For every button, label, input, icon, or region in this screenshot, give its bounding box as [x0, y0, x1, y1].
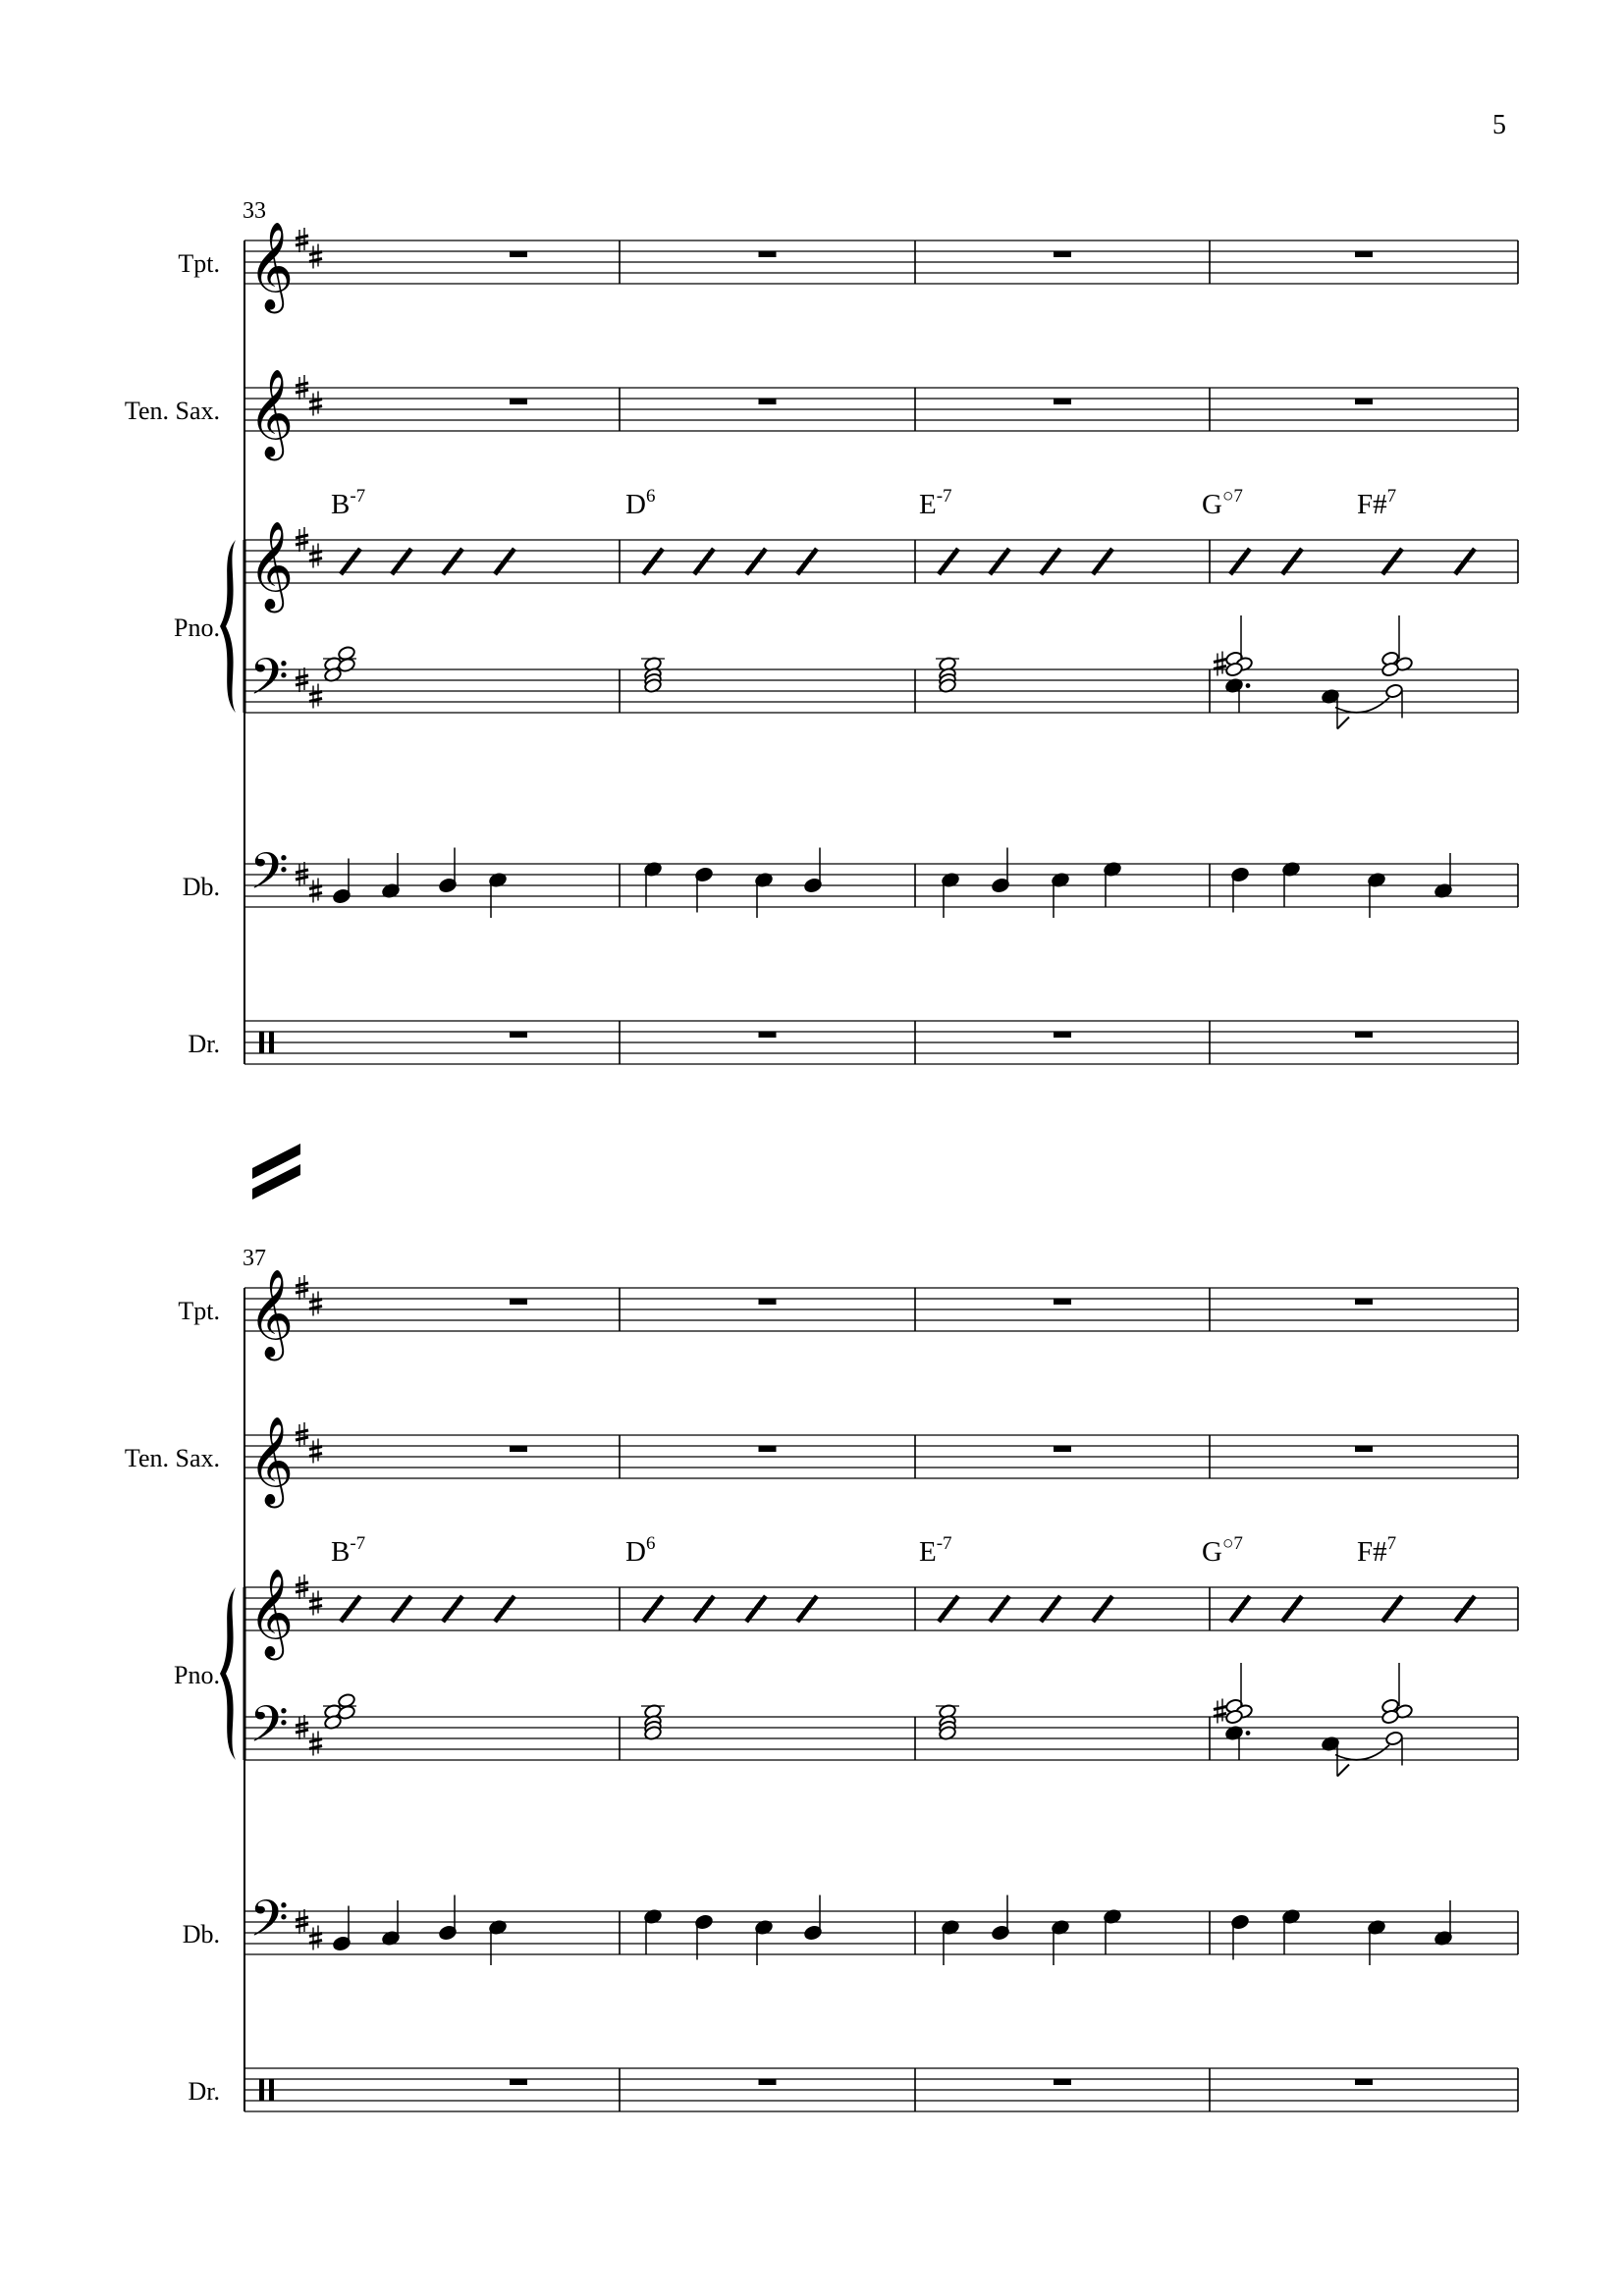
piano-left-staff: [244, 647, 1518, 719]
whole-rest-icon: [1355, 251, 1373, 257]
instrument-label: Db.: [182, 1920, 220, 1949]
percussion-clef-icon: [259, 2079, 264, 2101]
whole-rest-icon: [1054, 1032, 1071, 1038]
piano-left-hand-voicings: [323, 615, 1413, 729]
chord-symbol: $G^{○7}$: [1202, 486, 1243, 520]
instrument-label: Dr.: [188, 1030, 220, 1058]
instrument-label: Dr.: [188, 2077, 220, 2106]
tenor-sax-staff: [244, 369, 1518, 461]
chord-symbol: $B^{-7}$: [331, 1533, 366, 1568]
tenor-sax-staff: [244, 1416, 1518, 1509]
flag-icon: [1337, 718, 1349, 729]
dot: [1246, 683, 1251, 688]
treble-clef-icon: 𝄞: [248, 521, 295, 610]
whole-rest-icon: [510, 2079, 527, 2085]
trumpet-staff: [244, 222, 1518, 314]
treble-clef-icon: 𝄞: [248, 369, 295, 457]
measure-number: 37: [243, 1246, 266, 1271]
chord-symbol: $G^{○7}$: [1202, 1533, 1243, 1568]
system: [125, 1246, 1518, 2111]
whole-rest-icon: [1355, 1299, 1373, 1305]
flag-icon: [1337, 1765, 1349, 1777]
notehead: [1385, 1731, 1404, 1746]
bass-clef-icon: 𝄢: [249, 1889, 289, 1960]
double-bass-staff: [244, 841, 1518, 913]
measure-number: 33: [243, 198, 266, 224]
piano-right-staff: [244, 521, 1518, 614]
instrument-label: Ten. Sax.: [124, 1444, 220, 1472]
treble-clef-icon: 𝄞: [248, 1569, 295, 1657]
sharp-icon: [309, 392, 322, 416]
whole-rest-icon: [1355, 1446, 1373, 1452]
sharp-icon: [309, 1926, 322, 1950]
sharp-icon: [1214, 652, 1226, 676]
sharp-icon: [1214, 1699, 1226, 1724]
whole-rest-icon: [510, 1446, 527, 1452]
instrument-label: Ten. Sax.: [124, 397, 220, 425]
whole-rest-icon: [759, 1446, 777, 1452]
double-bass-staff: [244, 1889, 1518, 1960]
treble-clef-icon: 𝄞: [248, 1269, 295, 1358]
whole-rest-icon: [1054, 2079, 1071, 2085]
sharp-icon: [309, 1439, 322, 1464]
treble-clef-icon: 𝄞: [248, 222, 295, 310]
chord-symbol: $B^{-7}$: [331, 486, 366, 520]
page-number: 5: [1492, 110, 1506, 140]
whole-rest-icon: [1355, 399, 1373, 404]
chord-symbol: $D^6$: [625, 486, 656, 520]
whole-rest-icon: [759, 1032, 777, 1038]
piano-left-hand-voicings: [323, 1663, 1413, 1777]
notehead: [1385, 683, 1404, 699]
dot: [1246, 1731, 1251, 1735]
tie: [1335, 1745, 1389, 1760]
instrument-label: Tpt.: [178, 1297, 220, 1325]
whole-rest-icon: [759, 399, 777, 404]
whole-rest-icon: [759, 1299, 777, 1305]
sharp-icon: [309, 1732, 322, 1756]
sharp-icon: [309, 1591, 322, 1616]
percussion-clef-icon: [269, 2079, 274, 2101]
percussion-clef-icon: [269, 1032, 274, 1053]
whole-rest-icon: [1054, 1446, 1071, 1452]
piano-brace-icon: [220, 1587, 236, 1760]
whole-rest-icon: [759, 2079, 777, 2085]
instrument-label: Db.: [182, 873, 220, 901]
instrument-label: Tpt.: [178, 249, 220, 278]
piano-right-staff: [244, 1569, 1518, 1661]
bass-clef-icon: 𝄢: [249, 1694, 289, 1766]
piano-left-staff: [244, 1694, 1518, 1766]
sharp-icon: [309, 684, 322, 709]
whole-rest-icon: [510, 251, 527, 257]
whole-rest-icon: [510, 1032, 527, 1038]
instrument-label: Pno.: [174, 614, 220, 642]
instrument-label: Pno.: [174, 1661, 220, 1689]
whole-rest-icon: [1355, 1032, 1373, 1038]
whole-rest-icon: [510, 1299, 527, 1305]
bass-clef-icon: 𝄢: [249, 647, 289, 719]
chord-symbol: F#$^7$: [1357, 1533, 1397, 1568]
whole-rest-icon: [510, 399, 527, 404]
whole-rest-icon: [1054, 1299, 1071, 1305]
chord-symbol: F#$^7$: [1357, 486, 1397, 520]
system: [125, 198, 1518, 1064]
whole-rest-icon: [1355, 2079, 1373, 2085]
tie: [1335, 698, 1389, 713]
sharp-icon: [309, 244, 322, 269]
sharp-icon: [309, 879, 322, 903]
chord-symbol: $E^{-7}$: [919, 1533, 952, 1568]
whole-rest-icon: [1054, 251, 1071, 257]
drums-staff: [244, 1021, 1518, 1064]
whole-rest-icon: [1054, 399, 1071, 404]
bass-clef-icon: 𝄢: [249, 841, 289, 913]
system-separator-icon: [252, 1144, 300, 1200]
chord-symbol: $D^6$: [625, 1533, 656, 1568]
whole-rest-icon: [759, 251, 777, 257]
piano-brace-icon: [220, 540, 236, 713]
chord-symbol: $E^{-7}$: [919, 486, 952, 520]
sharp-icon: [309, 544, 322, 568]
sharp-icon: [309, 1292, 322, 1316]
trumpet-staff: [244, 1269, 1518, 1362]
treble-clef-icon: 𝄞: [248, 1416, 295, 1505]
drums-staff: [244, 2068, 1518, 2111]
percussion-clef-icon: [259, 1032, 264, 1053]
